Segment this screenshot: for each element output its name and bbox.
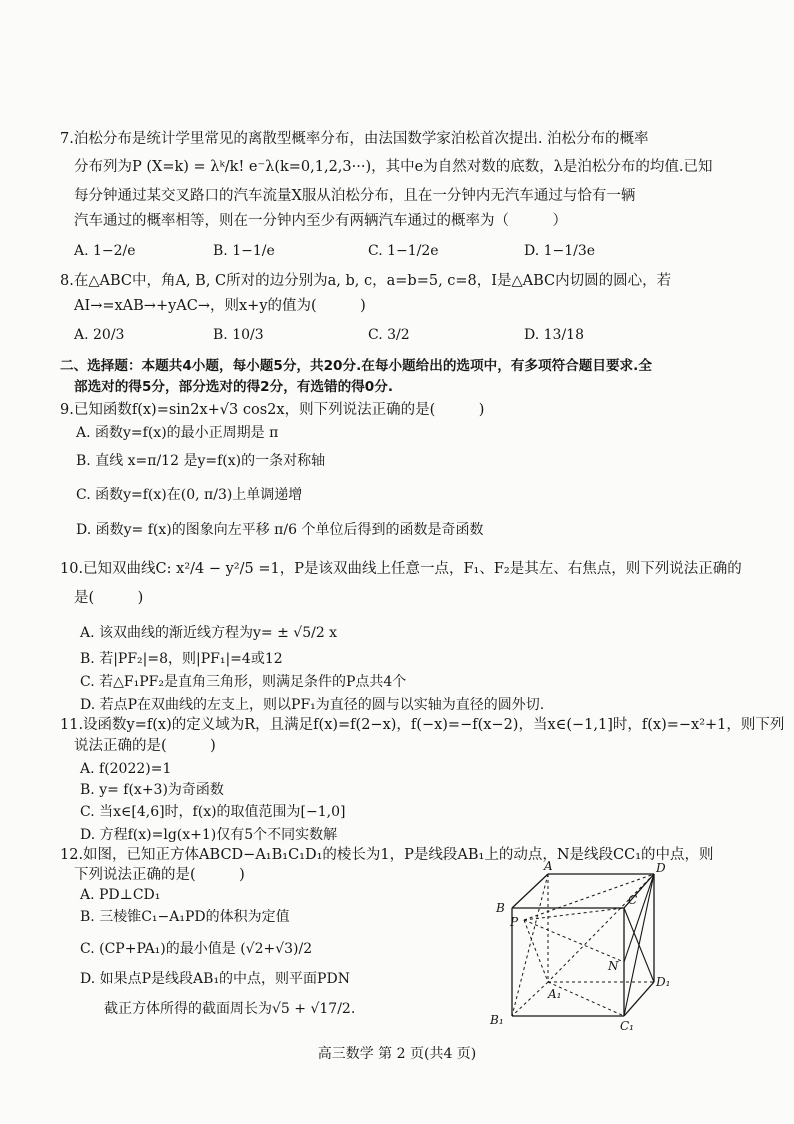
page-footer: 高三数学 第 2 页(共4 页): [317, 1046, 477, 1062]
q7-line3: 每分钟通过某交叉路口的汽车流量X服从泊松分布，且在一分钟内无汽车通过与恰有一辆: [74, 188, 636, 204]
q10-option-b: B. 若|PF₂|=8，则|PF₁|=4或12: [80, 651, 283, 667]
label-C: C: [628, 893, 638, 907]
label-C1: C₁: [620, 1019, 634, 1033]
q10-option-a: A. 该双曲线的渐近线方程为y= ± √5/2 x: [80, 625, 338, 641]
edge-A1B1-hidden: [512, 982, 548, 1016]
q11-stem2: 说法正确的是( ): [74, 738, 216, 754]
q11-option-a: A. f(2022)=1: [80, 761, 172, 777]
q11-option-b: B. y= f(x+3)为奇函数: [80, 782, 224, 798]
q8-option-a: A. 20/3: [74, 327, 125, 343]
q12-option-c: C. (CP+PA₁)的最小值是 (√2+√3)/2: [80, 941, 313, 957]
q11-option-c: C. 当x∈[4,6]时，f(x)的取值范围为[−1,0]: [80, 804, 346, 820]
cube-figure: [484, 858, 684, 1033]
label-D: D: [656, 861, 666, 875]
q9-option-c: C. 函数y=f(x)在(0, π/3)上单调递增: [76, 487, 303, 503]
diag-AB1: [512, 874, 548, 1016]
edge-BA: [512, 874, 548, 908]
q12-stem2: 下列说法正确的是( ): [74, 867, 245, 883]
section2-heading-line1: 二、选择题：本题共4小题，每小题5分，共20分.在每小题给出的选项中，有多项符合题目要求.全: [60, 358, 652, 374]
q8-option-c: C. 3/2: [368, 327, 410, 343]
q12-option-d: D. 如果点P是线段AB₁的中点，则平面PDN: [80, 971, 350, 987]
label-A1: A₁: [548, 987, 562, 1001]
q12-stem: 12.如图，已知正方体ABCD−A₁B₁C₁D₁的棱长为1，P是线段AB₁上的动点，N是线段CC₁的中点，则: [60, 847, 714, 863]
q8-option-b: B. 10/3: [213, 327, 264, 343]
q8-line2: AI→=xAB→+yAC→，则x+y的值为( ): [74, 298, 366, 314]
q10-option-d: D. 若点P在双曲线的左支上，则以PF₁为直径的圆与以实轴为直径的圆外切.: [80, 697, 545, 713]
q8-line1: 8.在△ABC中，角A, B, C所对的边分别为a, b, c，a=b=5, c=8，I是△ABC内切圆的圆心，若: [60, 273, 672, 289]
q9-option-d: D. 函数y= f(x)的图象向左平移 π/6 个单位后得到的函数是奇函数: [76, 522, 484, 538]
label-P: P: [510, 915, 519, 929]
q10-stem: 10.已知双曲线C: x²/4 − y²/5 =1，P是该双曲线上任意一点，F₁、F₂是其左、右焦点，则下列说法正确的: [60, 561, 742, 577]
q12-option-b: B. 三棱锥C₁−A₁PD的体积为定值: [80, 909, 290, 925]
label-B: B: [496, 901, 505, 915]
q11-option-d: D. 方程f(x)=lg(x+1)仅有5个不同实数解: [80, 827, 338, 843]
q7-line1: 7.泊松分布是统计学里常见的离散型概率分布，由法国数学家泊松首次提出. 泊松分布的概率: [60, 131, 649, 147]
label-B1: B₁: [490, 1013, 504, 1027]
q12-option-d-cont: 截正方体所得的截面周长为√5 + √17/2.: [104, 1001, 356, 1017]
q9-option-a: A. 函数y=f(x)的最小正周期是 π: [76, 425, 279, 441]
label-A: A: [544, 859, 553, 873]
label-N: N: [608, 959, 619, 973]
seg-PA1: [524, 920, 548, 982]
q10-stem2: 是( ): [74, 590, 144, 606]
q7-option-c: C. 1−1/2e: [368, 243, 439, 259]
q7-option-d: D. 1−1/3e: [524, 243, 596, 259]
section2-heading-line2: 部选对的得5分，部分选对的得2分，有选错的得0分.: [74, 379, 394, 395]
q10-option-c: C. 若△F₁PF₂是直角三角形，则满足条件的P点共4个: [80, 674, 407, 690]
q8-option-d: D. 13/18: [524, 327, 584, 343]
q12-option-a: A. PD⊥CD₁: [80, 887, 161, 903]
q9-stem: 9.已知函数f(x)=sin2x+√3 cos2x，则下列说法正确的是( ): [60, 402, 485, 418]
edge-D1C1: [624, 982, 654, 1016]
q7-option-a: A. 1−2/e: [74, 243, 136, 259]
q9-option-b: B. 直线 x=π/12 是y=f(x)的一条对称轴: [76, 453, 326, 469]
q7-option-b: B. 1−1/e: [213, 243, 275, 259]
label-D1: D₁: [656, 975, 671, 989]
q7-line4: 汽车通过的概率相等，则在一分钟内至少有两辆汽车通过的概率为（ ）: [74, 213, 567, 229]
q7-line2: 分布列为P (X=k) = λᵏ/k! e⁻λ(k=0,1,2,3···)，其中e为自然对数的底数，λ是泊松分布的均值.已知: [74, 159, 713, 175]
q11-stem: 11.设函数y=f(x)的定义域为R，且满足f(x)=f(2−x)，f(−x)=−f(x−2)，当x∈(−1,1]时，f(x)=−x²+1，则下列: [60, 717, 785, 733]
seg-DA1: [548, 874, 654, 982]
